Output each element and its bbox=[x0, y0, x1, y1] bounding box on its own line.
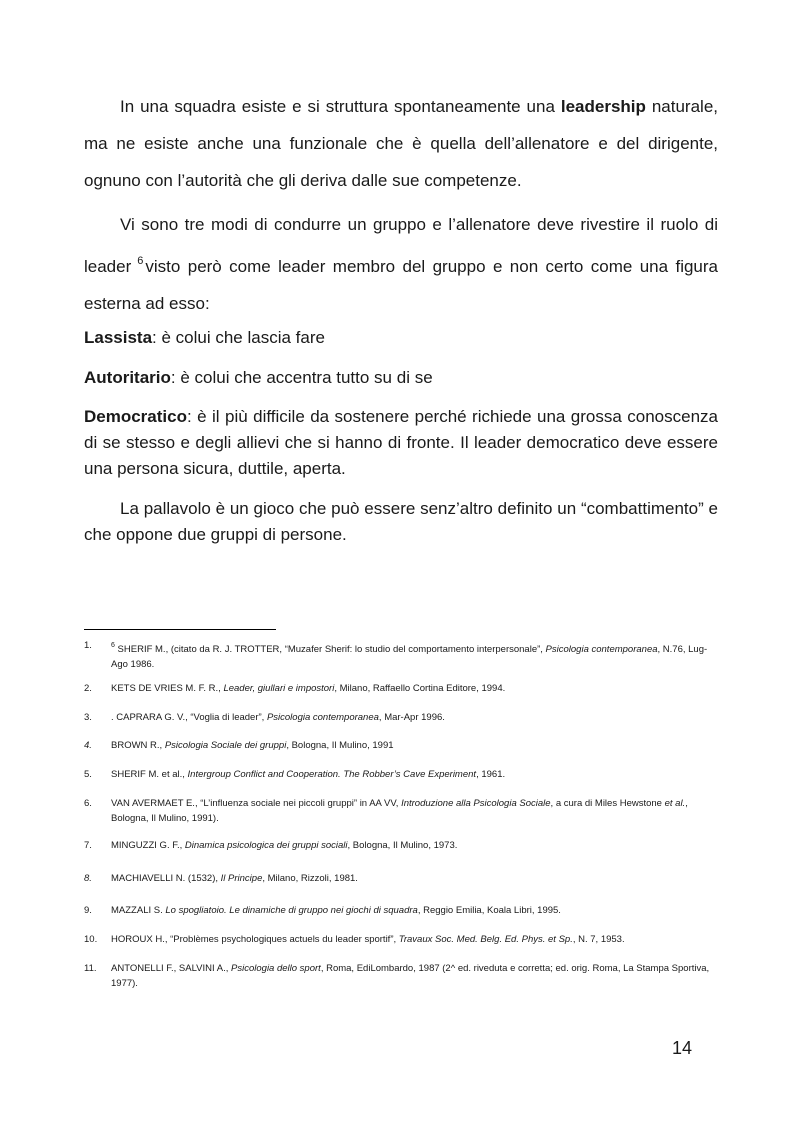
definition-autoritario: Autoritario: è colui che accentra tutto su di se bbox=[84, 368, 433, 387]
footnote-item: 1. $^6$ SHERIF M., (citato da R. J. TROTTER, “Muzafer Sherif: lo studio del comportamento interpersonale”, Psicologia contemporanea, N.76, Lug-Ago 1986. bbox=[84, 640, 708, 670]
footnote-item: 5. SHERIF M. et al., Intergroup Conflict and Cooperation. The Robber’s Cave Experiment, 1961. bbox=[84, 769, 506, 780]
footnote-item: 11. ANTONELLI F., SALVINI A., Psicologia dello sport, Roma, EdiLombardo, 1987 (2^ ed. riveduta e corretta; ed. orig. Roma, La Stampa Sportiva, 1977). bbox=[84, 963, 710, 989]
footnote-item: 3. . CAPRARA G. V., “Voglia di leader”, Psicologia contemporanea, Mar-Apr 1996. bbox=[84, 712, 445, 723]
footnote-item: 8. MACHIAVELLI N. (1532), Il Principe, Milano, Rizzoli, 1981. bbox=[84, 873, 358, 884]
footnote-reference[interactable]: 6 bbox=[137, 255, 144, 267]
definition-democratico: Democratico: è il più difficile da sostenere perché richiede una grossa conoscenza di se stesso e degli allievi che si hanno di fronte. Il leader democratico deve essere una persona sicura, duttile, aperta. bbox=[84, 407, 718, 478]
definition-lassista: Lassista: è colui che lascia fare bbox=[84, 328, 325, 347]
paragraph-leadership: In una squadra esiste e si struttura spontaneamente una leadership naturale, ma ne esiste anche una funzionale che è quella dell’allenatore e del dirigente, ognuno con l’autorità che gli deriva dalle sue competenze. bbox=[84, 97, 718, 190]
footnote-item: 2. KETS DE VRIES M. F. R., Leader, giullari e impostori, Milano, Raffaello Cortina Editore, 1994. bbox=[84, 683, 506, 694]
footnote-item: 6. VAN AVERMAET E., “L’influenza sociale nei piccoli gruppi” in AA VV, Introduzione alla Psicologia Sociale, a cura di Miles Hewstone et al., Bologna, Il Mulino, 1991). bbox=[84, 798, 688, 824]
footnote-item: 9. MAZZALI S. Lo spogliatoio. Le dinamiche di gruppo nei giochi di squadra, Reggio Emilia, Koala Libri, 1995. bbox=[84, 905, 561, 916]
page-number: 14 bbox=[672, 1038, 693, 1058]
paragraph-pallavolo: La pallavolo è un gioco che può essere senz’altro definito un “combattimento” e che oppone due gruppi di persone. bbox=[84, 499, 718, 544]
paragraph-leader-modes: Vi sono tre modi di condurre un gruppo e l’allenatore deve rivestire il ruolo di leader $^6$ visto però come leader membro del gruppo e non certo come una figura esterna ad esso: bbox=[84, 215, 718, 313]
footnote-item: 4. BROWN R., Psicologia Sociale dei gruppi, Bologna, Il Mulino, 1991 bbox=[84, 740, 394, 751]
footnote-item: 10. HOROUX H., “Problèmes psychologiques actuels du leader sportif”, Travaux Soc. Med. Belg. Ed. Phys. et Sp., N. 7, 1953. bbox=[84, 934, 625, 945]
footnote-item: 7. MINGUZZI G. F., Dinamica psicologica dei gruppi sociali, Bologna, Il Mulino, 1973. bbox=[84, 840, 458, 851]
footnote-separator bbox=[84, 629, 276, 630]
